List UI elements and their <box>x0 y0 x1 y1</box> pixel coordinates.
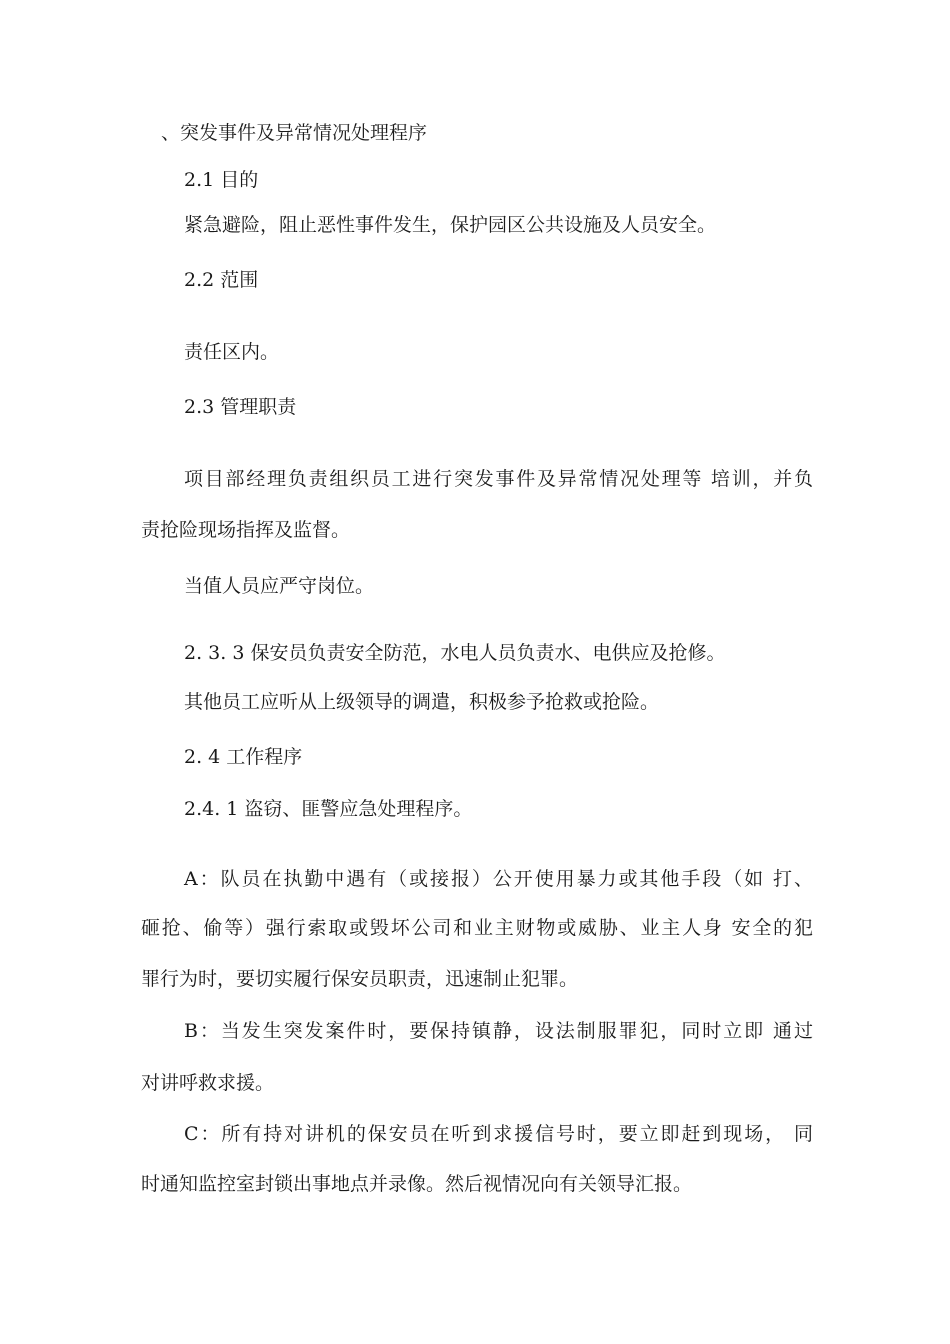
heading-responsibility: 2.3 管理职责 <box>184 396 297 418</box>
paragraph-on-duty: 当值人员应严守岗位。 <box>184 575 375 597</box>
paragraph-c-line-2: 时通知监控室封锁出事地点并录像。然后视情况向有关领导汇报。 <box>141 1173 693 1195</box>
paragraph-a-line-1: A：队员在执勤中遇有（或接报）公开使用暴力或其他手段（如 打、 <box>184 868 813 890</box>
paragraph-b-line-1: B：当发生突发案件时，要保持镇静，设法制服罪犯，同时立即 通过 <box>184 1020 813 1042</box>
heading-procedure: 2. 4 工作程序 <box>184 746 303 768</box>
paragraph-a-line-3: 罪行为时，要切实履行保安员职责，迅速制止犯罪。 <box>141 968 579 990</box>
heading-theft-procedure: 2.4. 1 盗窃、匪警应急处理程序。 <box>184 798 473 820</box>
paragraph-other-staff: 其他员工应听从上级领导的调遣，积极参予抢救或抢险。 <box>184 691 660 713</box>
paragraph-b-line-2: 对讲呼救求援。 <box>141 1072 275 1094</box>
paragraph-scope: 责任区内。 <box>184 341 280 363</box>
paragraph-responsibility-line-2: 责抢险现场指挥及监督。 <box>141 519 351 541</box>
paragraph-c-line-1: C：所有持对讲机的保安员在听到求援信号时，要立即赶到现场， 同 <box>184 1123 813 1145</box>
heading-purpose: 2.1 目的 <box>184 169 259 191</box>
section-heading: 、突发事件及异常情况处理程序 <box>161 122 428 144</box>
paragraph-a-line-2: 砸抢、偷等）强行索取或毁坏公司和业主财物或威胁、业主人身 安全的犯 <box>141 917 813 939</box>
paragraph-2-3-3: 2. 3. 3 保安员负责安全防范，水电人员负责水、电供应及抢修。 <box>184 642 726 664</box>
heading-scope: 2.2 范围 <box>184 269 259 291</box>
paragraph-purpose: 紧急避险，阻止恶性事件发生，保护园区公共设施及人员安全。 <box>184 214 717 236</box>
paragraph-responsibility-line-1: 项目部经理负责组织员工进行突发事件及异常情况处理等 培训，并负 <box>184 468 813 490</box>
